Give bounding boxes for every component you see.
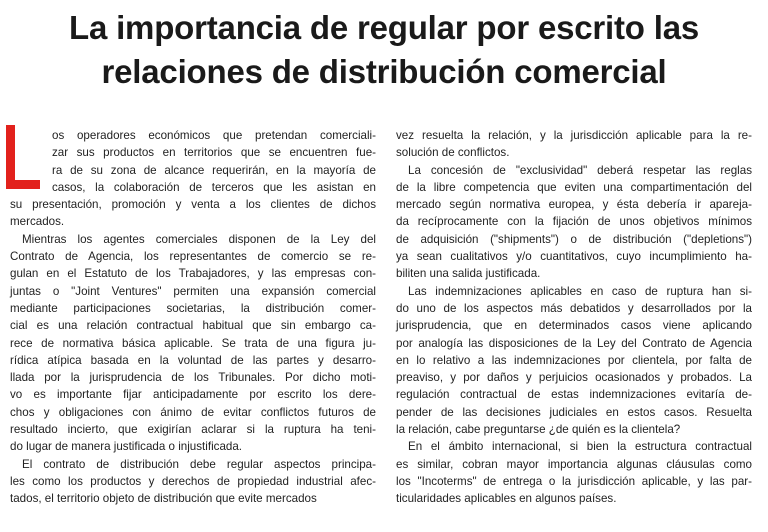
right-line: la relación, cabe preguntarse ¿de quién es la clientela? — [396, 423, 681, 437]
right-line: biliten una salida justificada. — [396, 267, 541, 281]
right-line: regulación contractual de estas indemnizaciones evitaría de- — [396, 388, 752, 402]
left-line: mercados. — [10, 215, 65, 229]
left-line: tados, el territorio objeto de distribución que evite mercados — [10, 492, 317, 506]
left-line: rece de normativa básica aplicable. Se trata de una figura ju- — [10, 336, 376, 350]
title-line-1: La importancia de regular por escrito las — [69, 9, 699, 46]
left-line: juntas o "Joint Ventures" permiten una expansión comercial — [10, 284, 376, 298]
right-line: ticularidades aplicables en algunos países. — [396, 492, 617, 506]
right-line: da recíprocamente con la fijación de unos objetivos mínimos — [396, 215, 752, 229]
left-line: do lugar de manera justificada o injustificada. — [10, 440, 243, 454]
left-column — [10, 127, 376, 508]
left-line: chos y obligaciones con ánimo de evitar conflictos futuros de — [10, 405, 376, 419]
left-line: rídica atípica basada en la voluntad de las partes y desarro- — [10, 353, 376, 367]
right-line: por analogía las disposiciones de la Ley del Contrato de Agencia — [396, 336, 752, 350]
left-line: Contrato de Agencia, los representantes de comercio se re- — [10, 250, 376, 264]
right-line: vez resuelta la relación, y la jurisdicción aplicable para la re- — [396, 129, 752, 142]
right-column — [396, 127, 752, 508]
left-line: Mientras los agentes comerciales disponen de la Ley del — [22, 232, 376, 246]
right-line: pender de las decisiones judiciales en estos casos. Resuelta — [396, 405, 752, 419]
left-line: su presentación, promoción y venta a los clientes de dichos — [10, 198, 376, 212]
right-line: mercado según normativa europea, y ésta debería ir apareja- — [396, 198, 752, 212]
left-line: mediante participaciones societarias, la distribución comer- — [10, 301, 376, 315]
right-line: preaviso, y por daños y perjuicios ocasionados y probados. La — [396, 371, 752, 385]
right-line: de la libre competencia que eviten una compartimentación del — [396, 180, 752, 194]
left-line: resultado incierto, que exigirían aclarar si la ruptura ha teni- — [10, 423, 376, 437]
left-line: gulan en el Estatuto de los Trabajadores, y las empresas con- — [10, 267, 376, 281]
title-line-2: relaciones de distribución comercial — [101, 53, 667, 90]
right-line: Las indemnizaciones aplicables en caso de ruptura han si- — [408, 284, 752, 298]
left-line: cial es una relación contractual habitual que sin embargo ca- — [10, 319, 376, 333]
right-line: de adquisición ("shipments") o de distribución ("depletions") — [396, 232, 752, 246]
right-line: La concesión de "exclusividad" deberá respetar las reglas — [408, 163, 752, 177]
right-line: ya sean cualitativos y/o cuantitativos, cuyo incumplimiento ha- — [396, 250, 752, 264]
right-line: los "Incoterms" de entrega o la jurisdicción aplicable, y las par- — [396, 474, 752, 488]
right-line: es similar, cobran mayor importancia algunas cláusulas como — [396, 457, 752, 471]
article-title — [20, 6, 748, 94]
left-line: llada por la jurisprudencia de los Tribunales. Por dicho moti- — [10, 371, 376, 385]
left-line: os operadores económicos que pretendan comerciali- — [52, 129, 376, 142]
right-line: En el ámbito internacional, si bien la estructura contractual — [408, 440, 752, 454]
left-line: les como los productos y derechos de propiedad industrial afec- — [10, 474, 376, 488]
left-line: casos, la colaboración de terceros que les asistan en — [52, 180, 376, 194]
right-line: do uno de los aspectos más debatidos y desarrollados por la — [396, 301, 752, 315]
right-line: en lo relativo a las indemnizaciones por clientela, por falta de — [396, 353, 752, 367]
left-line: ra de su zona de alcance requerirán, en la mayoría de — [52, 163, 376, 177]
left-line: El contrato de distribución debe regular aspectos principa- — [22, 457, 376, 471]
left-line: vo es importante fijar anticipadamente por escrito los dere- — [10, 388, 376, 402]
right-line: jurisprudencia, que en determinados casos viene aplicando — [396, 319, 752, 333]
left-line: zar sus productos en territorios que se encuentren fue- — [52, 146, 376, 160]
right-line: solución de conflictos. — [396, 146, 510, 160]
